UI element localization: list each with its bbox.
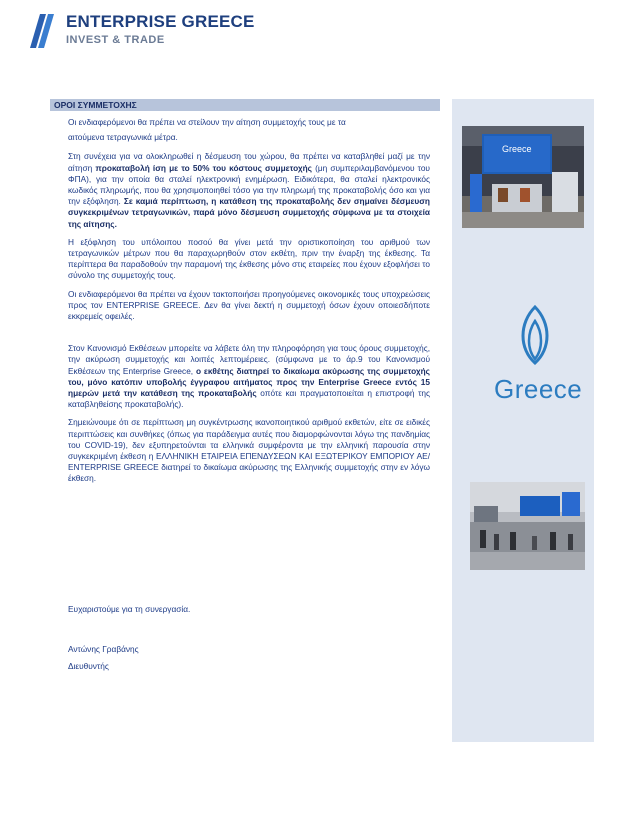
logo-title: ENTERPRISE GREECE bbox=[66, 12, 255, 31]
paragraph-regulation bbox=[68, 343, 430, 410]
deposit-amount-text: προκαταβολή ίση με το 50% του κόστους συμμετοχής bbox=[95, 162, 312, 173]
paragraph-text: Στον Κανονισμό Εκθέσεων μπορείτε να λάβετε όλη την πληροφόρηση για τους όρους συμμετοχής, την ακύρωση συμμετοχής και λοιπές λεπτομέρειες. (σύμφωνα με το άρ.9 του Κανονισμού Εκθέσεων της Enterprise Greece, bbox=[68, 343, 430, 376]
spacer bbox=[68, 329, 430, 343]
cancellation-right-text: ο εκθέτης διατηρεί το δικαίωμα ακύρωσης της συμμετοχής του, μόνο κατόπιν υποβολής έγγραφου αιτήματος προς την Enterprise Greece εντός 15 ημερών μετά την κατάθεση της προκαταβολής bbox=[68, 365, 430, 399]
paragraph-deposit bbox=[68, 151, 430, 229]
paragraph-text: (μη συμπεριλαμβανόμενου του ΦΠΑ), για την οποία θα σταλεί ηλεκτρονική ενημέρωση. Ειδικότερα, θα σταλεί ηλεκτρονικός κωδικός πληρωμής, που θα χρησιμοποιηθεί τόσο για την πληρωμή της προκαταβολής όσο και για την εξόφληση. bbox=[68, 162, 430, 207]
closing-thanks: Ευχαριστούμε για τη συνεργασία. bbox=[68, 604, 191, 614]
paragraph-obligations bbox=[68, 289, 430, 323]
booth-sign-text: Greece bbox=[502, 144, 532, 154]
paragraph-balance bbox=[68, 237, 430, 282]
enterprise-greece-logo bbox=[30, 12, 270, 52]
paragraph-text: Στη συνέχεια για να ολοκληρωθεί η δέσμευση του χώρου, θα πρέπει να καταβληθεί μαζί με την αίτηση bbox=[68, 151, 430, 173]
paragraph-intro-1 bbox=[68, 117, 430, 128]
exhibition-booth-photo bbox=[462, 126, 584, 228]
logo-stripes-icon bbox=[30, 14, 58, 48]
section-title: ΟΡΟΙ ΣΥΜΜΕΤΟΧΗΣ bbox=[54, 100, 137, 110]
paragraph-text: Οι ενδιαφερόμενοι θα πρέπει να έχουν τακτοποιήσει προηγούμενες οικονομικές τους υποχρεώσεις προς τον ENTERPRISE GREECE. Δεν θα γίνει δεκτή η συμμετοχή όσων έχουν οποιεσδήποτε εκκρεμείς οφειλές. bbox=[68, 288, 430, 322]
paragraph-text: αιτούμενα τετραγωνικά μέτρα. bbox=[68, 132, 178, 143]
paragraph-text: Οι ενδιαφερόμενοι θα πρέπει να στείλουν την αίτηση συμμετοχής τους με τα bbox=[68, 117, 346, 127]
paragraph-text: οπότε και πραγματοποιείται η επιστροφή της καταβληθείσης προκαταβολής). bbox=[68, 388, 430, 410]
signatory-name: Αντώνης Γραβάνης bbox=[68, 644, 139, 654]
exhibition-hall-photo bbox=[470, 482, 585, 570]
signatory-role: Διευθυντής bbox=[68, 661, 109, 671]
greece-brand-word: Greece bbox=[494, 374, 583, 404]
paragraph-intro-2 bbox=[68, 132, 430, 143]
logo-subtitle: INVEST & TRADE bbox=[66, 34, 165, 46]
paragraph-text: Σημειώνουμε ότι σε περίπτωση μη συγκέντρωσης ικανοποιητικού αριθμού εκθετών, είτε σε ειδικές περιπτώσεις και συνθήκες (όπως για παράδειγμα αυτές που διαμορφώνονται λόγω της πανδημίας του COVID-19), δεν εξυπηρετούνται τα ελληνικά συμφέροντα με την ελληνική παρουσία στην συγκεκριμένη έκθεση η ΕΛΛΗΝΙΚΗ ΕΤΑΙΡΕΙΑ ΕΠΕΝΔΥΣΕΩΝ ΚΑΙ ΕΞΩΤΕΡΙΚΟΥ ΕΜΠΟΡΙΟΥ ΑΕ/ ENTERPRISE GREECE διατηρεί το δικαίωμα ακύρωσης της Ελληνικής συμμετοχής στην εν λόγω έκθεση. bbox=[68, 417, 430, 484]
paragraph-text: Η εξόφληση του υπόλοιπου ποσού θα γίνει μετά την οριστικοποίηση του αριθμού των τετραγωνικών μέτρων που θα παραχωρηθούν στον εκθέτη, πριν την έναρξη της έκθεσης. Τα περίπτερα θα παραδοθούν την παραμονή της έκθεσης μόνο στις εταιρείες που έχουν εξοφλήσει το σύνολο της συμμετοχής τους. bbox=[68, 236, 430, 281]
greece-leaf-icon bbox=[515, 305, 555, 367]
terms-body bbox=[68, 117, 430, 492]
paragraph-cancellation bbox=[68, 417, 430, 484]
deposit-note-text: Σε καμιά περίπτωση, η κατάθεση της προκαταβολής δεν σημαίνει δέσμευση συγκεκριμένων τετραγωνικών, παρά μόνο δέσμευση συμμετοχής σύμφωνα με τα στοιχεία της αίτησης. bbox=[68, 196, 430, 229]
